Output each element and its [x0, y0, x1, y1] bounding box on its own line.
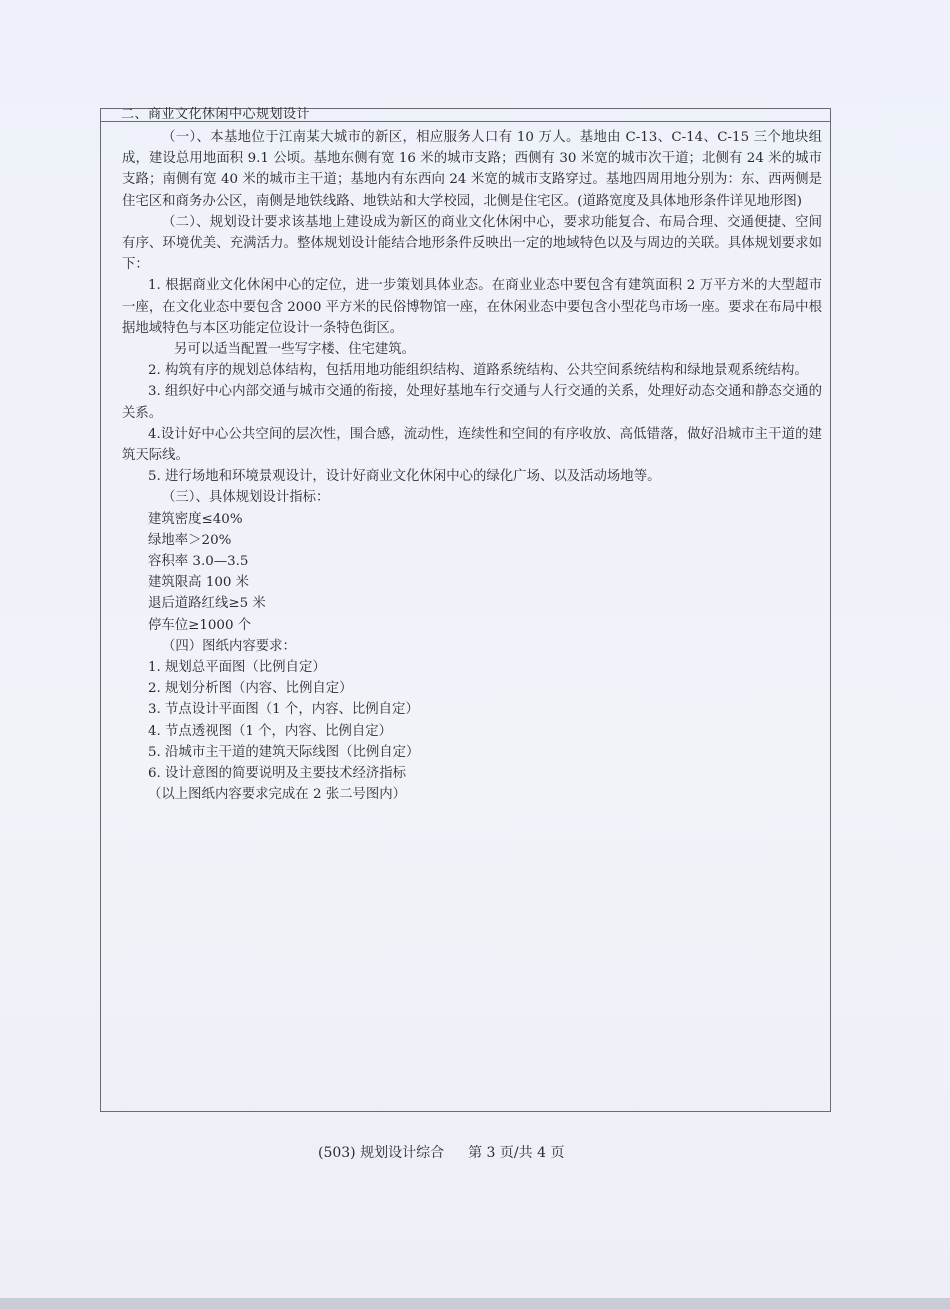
drawings-note: （以上图纸内容要求完成在 2 张二号图内） — [148, 787, 407, 803]
drawing-item: 4. 节点透视图（1 个，内容、比例自定） — [148, 723, 393, 739]
scan-bottom-edge — [0, 1298, 950, 1309]
drawing-item: 5. 沿城市主干道的建筑天际线图（比例自定） — [148, 744, 420, 760]
requirement-3: 3. 组织好中心内部交通与城市交通的衔接，处理好基地车行交通与人行交通的关系，处理好动态交通和静态交通的关系。 — [122, 384, 822, 421]
footer-page-number: 第 3 页/共 4 页 — [468, 1145, 565, 1161]
document-body — [122, 127, 822, 806]
indicator-item: 退后道路红线≥5 米 — [148, 596, 266, 612]
drawing-item: 2. 规划分析图（内容、比例自定） — [148, 681, 353, 697]
indicator-item: 建筑限高 100 米 — [148, 575, 250, 591]
requirement-1: 1. 根据商业文化休闲中心的定位，进一步策划具体业态。在商业业态中要包含有建筑面积 2 万平方米的大型超市一座，在文化业态中要包含 2000 平方米的民俗博物馆一座，在休闲业态中要包含小型花鸟市场一座。要求在布局中根据地域特色与本区功能定位设计一条特色街区。 — [122, 278, 822, 336]
section-title: 二、商业文化休闲中心规划设计 — [121, 107, 311, 122]
requirement-4: 4.设计好中心公共空间的层次性，围合感，流动性，连续性和空间的有序收放、高低错落，做好沿城市主干道的建筑天际线。 — [122, 426, 822, 464]
indicator-item: 绿地率＞20% — [148, 532, 232, 548]
indicator-item: 容积率 3.0—3.5 — [148, 554, 249, 570]
paragraph-indicators-heading: （三）、具体规划设计指标： — [162, 490, 330, 506]
drawing-item: 3. 节点设计平面图（1 个，内容、比例自定） — [148, 702, 419, 718]
drawing-item: 1. 规划总平面图（比例自定） — [148, 660, 326, 676]
paragraph-drawings-heading: （四）图纸内容要求： — [162, 638, 296, 654]
drawing-item: 6. 设计意图的简要说明及主要技术经济指标 — [148, 766, 407, 782]
requirement-2: 2. 构筑有序的规划总体结构，包括用地功能组织结构、道路系统结构、公共空间系统结构和绿地景观系统结构。 — [148, 363, 808, 379]
paragraph-design-requirements: （二）、规划设计要求该基地上建设成为新区的商业文化休闲中心，要求功能复合、布局合理、交通便捷、空间有序、环境优美、充满活力。整体规划设计能结合地形条件反映出一定的地域特色以及与周边的关联。具体规划要求如下： — [122, 214, 822, 273]
requirement-1-extra: 另可以适当配置一些写字楼、住宅建筑。 — [174, 342, 416, 358]
paragraph-site-description: （一）、本基地位于江南某大城市的新区，相应服务人口有 10 万人。基地由 C-13、C-14、C-15 三个地块组成，建设总用地面积 9.1 公顷。基地东侧有宽 16 米的城市支路；西侧有 30 米宽的城市次干道；北侧有 24 米的城市支路；南侧有宽 40 米的城市主干道；基地内有东西向 24 米宽的城市支路穿过。基地四周用地分别为：东、西两侧是住宅区和商务办公区，南侧是地铁线路、地铁站和大学校园，北侧是住宅区。(道路宽度及具体地形条件详见地形图) — [122, 130, 822, 209]
page-footer — [318, 1142, 564, 1162]
requirement-5: 5. 进行场地和环境景观设计，设计好商业文化休闲中心的绿化广场、以及活动场地等。 — [148, 469, 661, 485]
footer-course: (503) 规划设计综合 — [318, 1145, 445, 1161]
indicator-item: 建筑密度≤40% — [148, 511, 243, 527]
indicator-item: 停车位≥1000 个 — [148, 617, 252, 633]
